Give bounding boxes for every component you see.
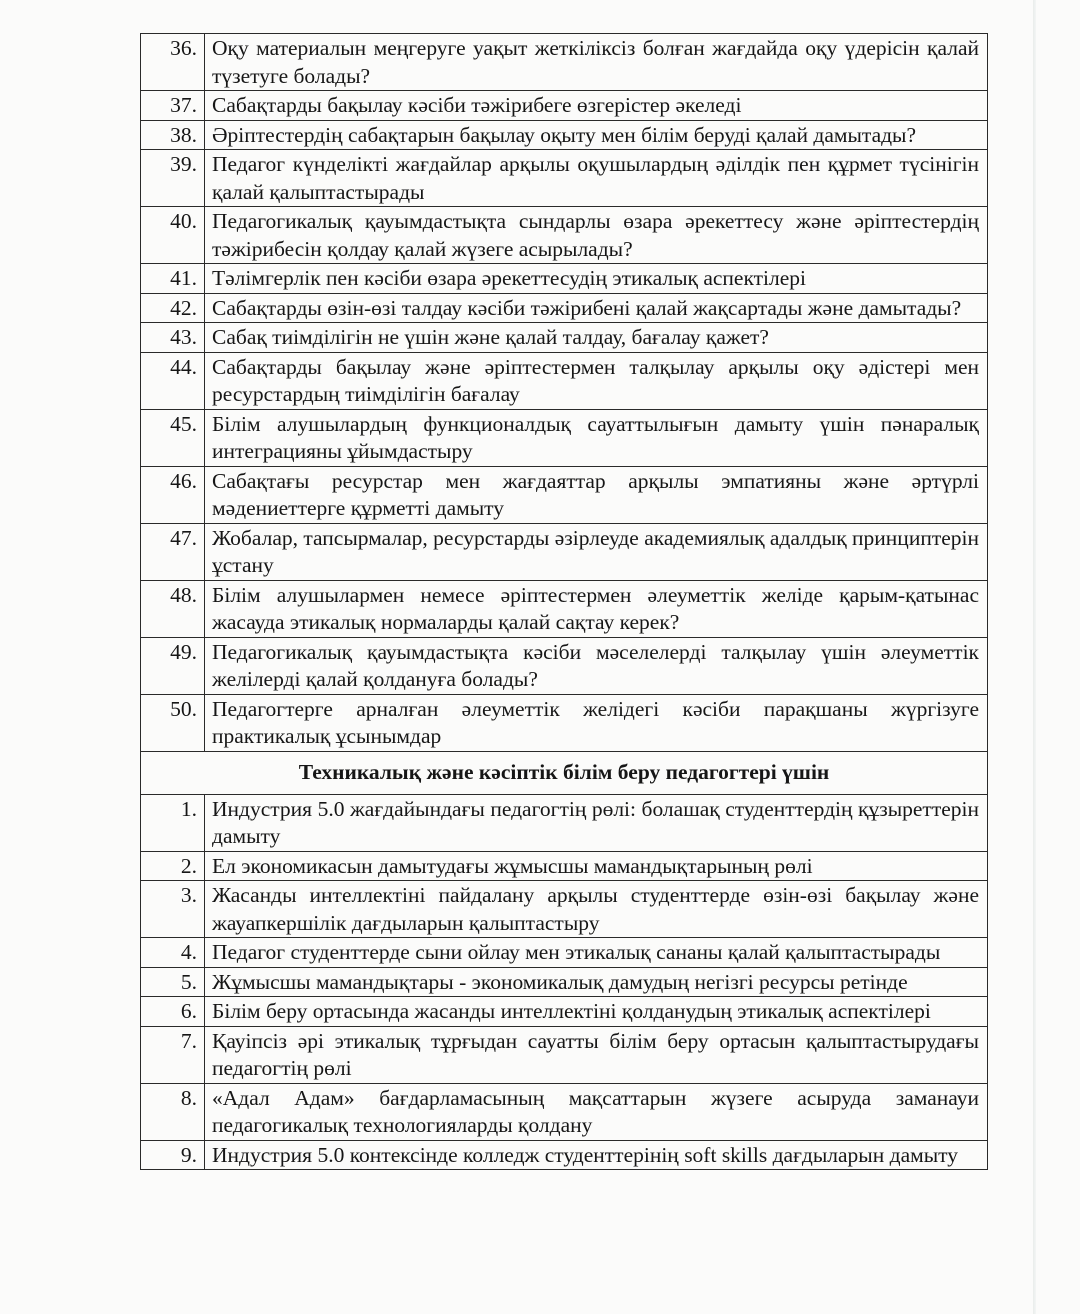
row-number: 7. [141, 1026, 205, 1083]
row-topic: Сабақтарды өзін-өзі талдау кәсіби тәжірибені қалай жақсартады және дамытады? [205, 293, 988, 323]
row-topic: Педагог күнделікті жағдайлар арқылы оқушылардың әділдік пен құрмет түсінігін қалай қалыптастырады [205, 150, 988, 207]
row-topic: Білім беру ортасында жасанды интеллектіні қолданудың этикалық аспектілері [205, 997, 988, 1027]
row-number: 49. [141, 637, 205, 694]
row-topic: Жұмысшы мамандықтары - экономикалық дамудың негізгі ресурсы ретінде [205, 967, 988, 997]
row-number: 50. [141, 694, 205, 751]
table-row [141, 1083, 988, 1140]
table-row [141, 967, 988, 997]
row-number: 2. [141, 851, 205, 881]
row-topic: Сабақтарды бақылау кәсіби тәжірибеге өзгерістер әкеледі [205, 91, 988, 121]
row-topic: Білім алушылармен немесе әріптестермен әлеуметтік желіде қарым-қатынас жасауда этикалық нормаларды қалай сақтау керек? [205, 580, 988, 637]
table-row [141, 207, 988, 264]
row-topic: Педагог студенттерде сыни ойлау мен этикалық сананы қалай қалыптастырады [205, 938, 988, 968]
row-number: 44. [141, 352, 205, 409]
row-number: 48. [141, 580, 205, 637]
table-row [141, 1026, 988, 1083]
row-number: 37. [141, 91, 205, 121]
row-topic: Ел экономикасын дамытудағы жұмысшы мамандықтарының рөлі [205, 851, 988, 881]
row-topic: Тәлімгерлік пен кәсіби өзара әрекеттесудің этикалық аспектілері [205, 264, 988, 294]
row-number: 46. [141, 466, 205, 523]
row-number: 3. [141, 881, 205, 938]
row-topic: Педагогтерге арналған әлеуметтік желідегі кәсіби парақшаны жүргізуге практикалық ұсынымдар [205, 694, 988, 751]
table-row [141, 637, 988, 694]
table-row [141, 881, 988, 938]
row-number: 47. [141, 523, 205, 580]
table-row [141, 694, 988, 751]
table-row [141, 1140, 988, 1170]
row-topic: Индустрия 5.0 жағдайындағы педагогтің рөлі: болашақ студенттердің құзыреттерін дамыту [205, 794, 988, 851]
row-topic: Педагогикалық қауымдастықта сындарлы өзара әрекеттесу және әріптестердің тәжірибесін қолдау қалай жүзеге асырылады? [205, 207, 988, 264]
row-number: 38. [141, 120, 205, 150]
table-row [141, 851, 988, 881]
topics-table [140, 33, 988, 1170]
row-number: 1. [141, 794, 205, 851]
row-number: 41. [141, 264, 205, 294]
row-topic: Сабақ тиімділігін не үшін және қалай талдау, бағалау қажет? [205, 323, 988, 353]
row-number: 43. [141, 323, 205, 353]
row-topic: Жобалар, тапсырмалар, ресурстарды әзірлеуде академиялық адалдық принциптерін ұстану [205, 523, 988, 580]
row-number: 36. [141, 34, 205, 91]
table-row [141, 323, 988, 353]
table-row [141, 466, 988, 523]
row-number: 9. [141, 1140, 205, 1170]
row-number: 39. [141, 150, 205, 207]
row-topic: Сабақтарды бақылау және әріптестермен талқылау арқылы оқу әдістері мен ресурстардың тиімділігін бағалау [205, 352, 988, 409]
table-row [141, 120, 988, 150]
row-number: 8. [141, 1083, 205, 1140]
row-topic: Әріптестердің сабақтарын бақылау оқыту мен білім беруді қалай дамытады? [205, 120, 988, 150]
row-number: 4. [141, 938, 205, 968]
section-header-row [141, 751, 988, 794]
table-row [141, 580, 988, 637]
page-edge [1033, 0, 1036, 1314]
row-topic: «Адал Адам» бағдарламасының мақсаттарын жүзеге асыруда заманауи педагогикалық технологияларды қолдану [205, 1083, 988, 1140]
table-row [141, 997, 988, 1027]
row-topic: Қауіпсіз әрі этикалық тұрғыдан сауатты білім беру ортасын қалыптастырудағы педагогтің рөлі [205, 1026, 988, 1083]
table-row [141, 409, 988, 466]
table-row [141, 523, 988, 580]
row-topic: Білім алушылардың функционалдық сауаттылығын дамыту үшін пәнаралық интеграцияны ұйымдастыру [205, 409, 988, 466]
table-row [141, 794, 988, 851]
table-row [141, 150, 988, 207]
table-row [141, 352, 988, 409]
table-row [141, 938, 988, 968]
table-row [141, 91, 988, 121]
row-number: 5. [141, 967, 205, 997]
section-title: Техникалық және кәсіптік білім беру педагогтері үшін [141, 751, 988, 794]
row-topic: Педагогикалық қауымдастықта кәсіби мәселелерді талқылау үшін әлеуметтік желілерді қалай қолдануға болады? [205, 637, 988, 694]
row-topic: Жасанды интеллектіні пайдалану арқылы студенттерде өзін-өзі бақылау және жауапкершілік дағдыларын қалыптастыру [205, 881, 988, 938]
table-row [141, 34, 988, 91]
table-row [141, 293, 988, 323]
row-number: 42. [141, 293, 205, 323]
row-number: 6. [141, 997, 205, 1027]
row-topic: Сабақтағы ресурстар мен жағдаяттар арқылы эмпатияны және әртүрлі мәдениеттерге құрметті дамыту [205, 466, 988, 523]
row-topic: Оқу материалын меңгеруге уақыт жеткіліксіз болған жағдайда оқу үдерісін қалай түзетуге болады? [205, 34, 988, 91]
table-row [141, 264, 988, 294]
row-topic: Индустрия 5.0 контексінде колледж студенттерінің soft skills дағдыларын дамыту [205, 1140, 988, 1170]
row-number: 45. [141, 409, 205, 466]
row-number: 40. [141, 207, 205, 264]
